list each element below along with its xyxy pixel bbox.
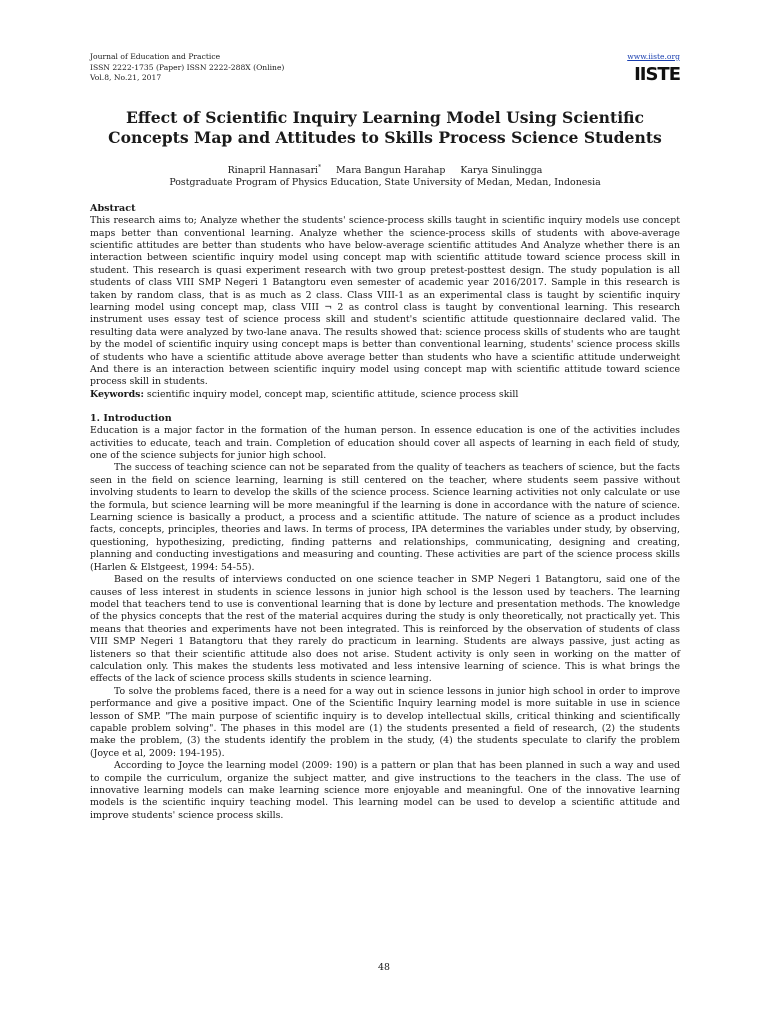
journal-header [90, 52, 680, 94]
author-2: Mara Bangun Harahap [336, 165, 446, 177]
intro-paragraph-2: The success of teaching science can not be separated from the quality of teachers as teachers of science, but the facts seen in the field on science learning, learning is still centered on the teacher, where students seem passive without involving students to learn to develop the skills of the science process. Science learning activities not only calculate or use the formula, but science learning will be more meaningful if the learning is done in accordance with the nature of science. Learning science is basically a product, a process and a scientific attitude. The nature of science as a product includes facts, concepts, principles, theories and laws. In terms of process, IPA determines the variables under study, by observing, questioning, hypothesizing, predicting, finding patterns and relationships, communicating, designing and creating, planning and conducting investigations and measuring and counting. These activities are part of the science process skills (Harlen & Elstgeest, 1994: 54-55). [90, 462, 680, 573]
author-3: Karya Sinulingga [460, 165, 543, 177]
title-line-1: Effect of Scientific Inquiry Learning Model Using Scientific [126, 108, 644, 127]
paper-title [90, 108, 680, 148]
abstract-heading: Abstract [90, 203, 136, 215]
website-link[interactable]: www.iiste.org [627, 52, 680, 61]
intro-paragraph-3: Based on the results of interviews conducted on one science teacher in SMP Negeri 1 Batangtoru, said one of the causes of less interest in students in science lessons in junior high school is the lesson used by teachers. The learning model that teachers tend to use is conventional learning that is done by lecture and presentation methods. The knowledge of the physics concepts that the rest of the material acquires during the study is only theoretically, not practically yet. This means that theories and experiments have not been integrated. This is reinforced by the observation of students of class VIII SMP Negeri 1 Batangtoru that they rarely do practicum in learning. Students are always passive, just acting as listeners so that their scientific attitude also does not arise. Student activity is only seen in working on the matter of calculation only. This makes the students less motivated and less intensive learning of science. This is what brings the effects of the lack of science process skills students in science learning. [90, 574, 680, 685]
journal-info [90, 52, 680, 84]
iiste-logo: IISTE [634, 63, 680, 85]
journal-volume: Vol.8, No.21, 2017 [90, 73, 162, 83]
author-1 [228, 165, 321, 176]
title-line-2: Concepts Map and Attitudes to Skills Process Science Students [108, 128, 662, 147]
paper-page [90, 52, 680, 822]
journal-name: Journal of Education and Practice [90, 52, 221, 61]
intro-paragraph-1: Education is a major factor in the formation of the human person. In essence education is one of the activities includes activities to educate, teach and train. Completion of education should cover all aspects of learning in each field of study, one of the science subjects for junior high school. [90, 425, 680, 462]
section-heading-introduction: 1. Introduction [90, 413, 172, 425]
affiliation: Postgraduate Program of Physics Education, State University of Medan, Medan, Indonesia [169, 177, 601, 189]
author-1-name: Rinapril Hannasari [227, 165, 319, 177]
intro-paragraph-4: To solve the problems faced, there is a need for a way out in science lessons in junior high school in order to improve performance and give a positive impact. One of the Scientific Inquiry learning model is more suitable in use in science lesson of SMP. "The main purpose of scientific inquiry is to develop intellectual skills, critical thinking and scientifically capable problem solving". The phases in this model are (1) the students presented a field of research, (2) the students make the problem, (3) the students identify the problem in the study, (4) the students speculate to clarify the problem (Joyce et al, 2009: 194-195). [90, 685, 680, 759]
intro-paragraph-5: According to Joyce the learning model (2009: 190) is a pattern or plan that has been planned in such a way and used to compile the curriculum, organize the subject matter, and give instructions to the teachers in the class. The use of innovative learning models can make learning science more enjoyable and meaningful. One of the innovative learning models is the scientific inquiry teaching model. This learning model can be used to develop a scientific attitude and improve students' science process skills. [90, 760, 680, 821]
author-list [90, 162, 680, 177]
journal-branding [627, 52, 680, 84]
keywords [90, 389, 680, 401]
keywords-list: scientific inquiry model, concept map, scientific attitude, science process skill [143, 388, 519, 400]
keywords-label: Keywords: [90, 388, 144, 400]
abstract-body: This research aims to; Analyze whether the students' science-process skills taught in scientific inquiry models use concept maps better than conventional learning. Analyze whether the science-process skills of students with above-average scientific attitudes are better than students who have below-average scientific attitudes And Analyze whether there is an interaction between scientific inquiry model using concept map with scientific attitude toward science process skill in student. This research is quasi experiment research with two group pretest-posttest design. The study population is all students of class VIII SMP Negeri 1 Batangtoru even semester of academic year 2016/2017. Sample in this research is taken by random class, that is as much as 2 class. Class VIII-1 as an experimental class is taught by scientific inquiry learning model using concept map, class VIII ¬ 2 as control class is taught by conventional learning. This research instrument uses essay test of science process skill and student's scientific attitude questionnaire declared valid. The resulting data were analyzed by two-lane anava. The results showed that: science process skills of students who are taught by the model of scientific inquiry using concept maps is better than conventional learning, students' science process skills of students who have a scientific attitude above average better than students who have a scientific attitude underweight And there is an interaction between scientific inquiry model using concept map with scientific attitude toward science process skill in students. [90, 215, 680, 388]
journal-issn: ISSN 2222-1735 (Paper) ISSN 2222-288X (Online) [90, 62, 285, 72]
page-number: 48 [378, 962, 390, 973]
corresponding-mark: * [318, 164, 322, 171]
